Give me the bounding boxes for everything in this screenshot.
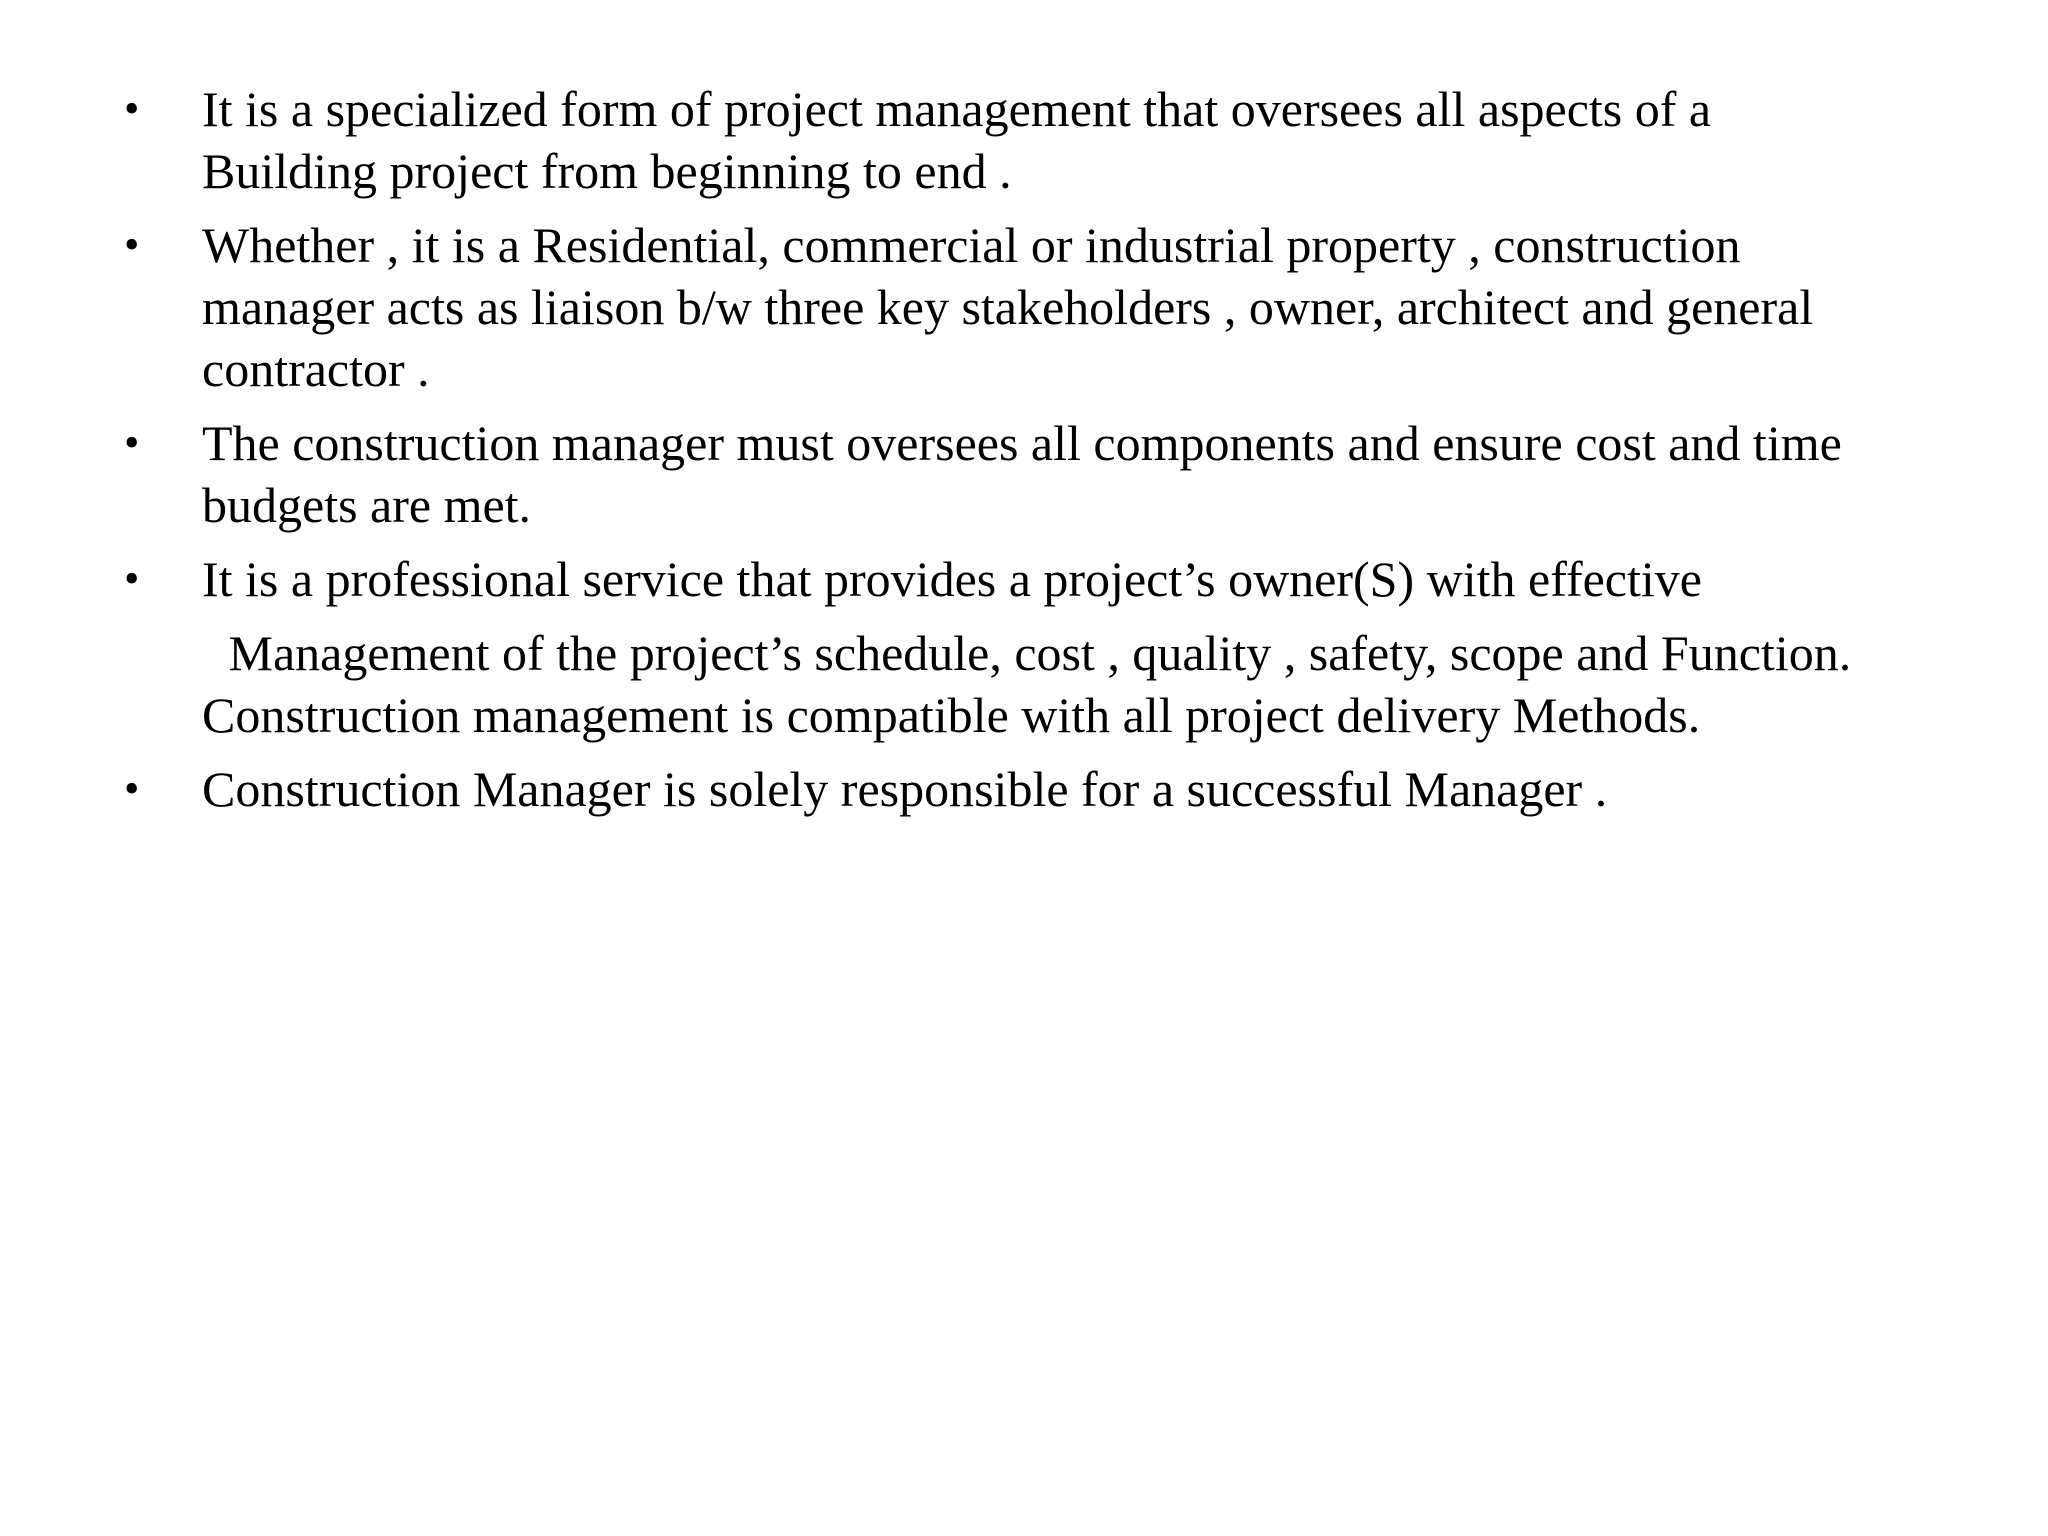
bullet-icon: •	[124, 84, 140, 133]
bullet-item-1	[0, 78, 2048, 202]
bullet-text-line: contractor .	[202, 341, 430, 397]
bullet-icon: •	[124, 764, 140, 813]
bullet-icon: •	[124, 418, 140, 467]
bullet-text-line: manager acts as liaison b/w three key stakeholders , owner, architect and general	[202, 279, 1814, 335]
bullet-list	[0, 78, 2048, 832]
bullet-text-line: Whether , it is a Residential, commercial or industrial property , construction	[202, 217, 1741, 273]
bullet-text-line: Construction management is compatible with all project delivery Methods.	[202, 687, 1701, 743]
bullet-text-line: Construction Manager is solely responsible for a successful Manager .	[202, 761, 1608, 817]
bullet-text-line: budgets are met.	[202, 477, 532, 533]
bullet-text-line: Building project from beginning to end .	[202, 143, 1012, 199]
bullet-continuation-line: Management of the project’s schedule, cost , quality , safety, scope and Function.	[216, 625, 1852, 681]
bullet-item-4	[0, 548, 2048, 746]
bullet-item-5	[0, 758, 2048, 820]
bullet-icon: •	[124, 220, 140, 269]
bullet-text-line: The construction manager must oversees all components and ensure cost and time	[202, 415, 1842, 471]
bullet-text-line: It is a professional service that provides a project’s owner(S) with effective	[202, 551, 1702, 607]
bullet-icon: •	[124, 554, 140, 603]
bullet-text-line: It is a specialized form of project management that oversees all aspects of a	[202, 81, 1712, 137]
bullet-item-2	[0, 214, 2048, 400]
bullet-item-3	[0, 412, 2048, 536]
